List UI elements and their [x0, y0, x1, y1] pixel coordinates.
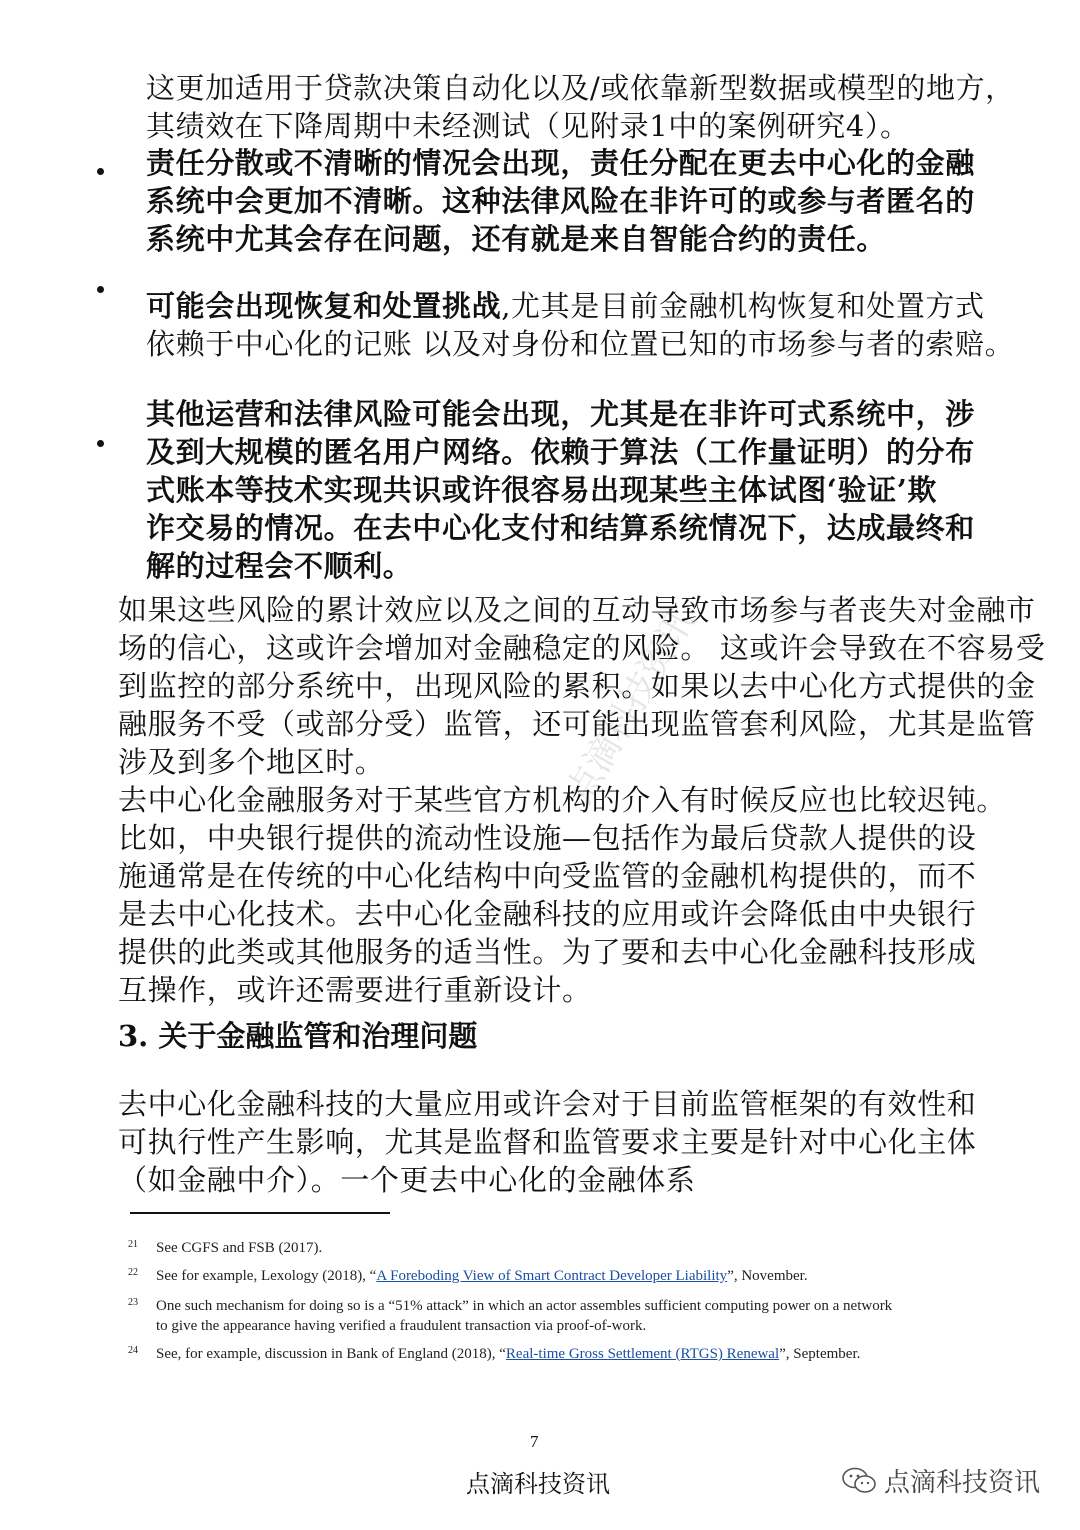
footnote-24 [128, 1344, 861, 1364]
footnote-text-line-1: One such mechanism for doing so is a “51% attack” in which an actor assembles sufficient computing power on a network [156, 1298, 893, 1314]
footnote-separator [130, 1212, 390, 1214]
page-number: 7 [530, 1432, 539, 1451]
bullet-dot-3 [97, 440, 104, 447]
para2-line-4: 是去中心化技术。去中心化金融科技的应用或许会降低由中央银行 [118, 897, 977, 931]
para3-line-3: （如金融中介）。一个更去中心化的金融体系 [118, 1163, 696, 1197]
para2-line-5: 提供的此类或其他服务的适当性。为了要和去中心化金融科技形成 [118, 935, 977, 969]
bullet2-line-2: 依赖于中心化的记账 以及对身份和位置已知的市场参与者的索赔。 [146, 327, 1015, 361]
para2-line-1: 去中心化金融服务对于某些官方机构的介入有时候反应也比较迟钝。 [118, 783, 1007, 817]
bullet1-line-3: 系统中尤其会存在问题，还有就是来自智能合约的责任。 [146, 222, 887, 256]
bullet1-line-2: 系统中会更加不清晰。这种法律风险在非许可的或参与者匿名的 [146, 184, 975, 218]
footnote-text: See CGFS and FSB (2017). [156, 1240, 323, 1256]
para1-line-2: 场的信心，这或许会增加对金融稳定的风险。 这或许会导致在不容易受 [118, 631, 1046, 665]
footer-text: 点滴科技资讯 [466, 1470, 610, 1498]
bullet3-line-2: 及到大规模的匿名用户网络。依赖于算法（工作量证明）的分布 [146, 435, 975, 469]
para2-line-6: 互操作，或许还需要进行重新设计。 [118, 973, 592, 1007]
watermark-text: 点滴科技资讯 [883, 1468, 1040, 1498]
footnote-number: 22 [128, 1267, 138, 1278]
footnote-text-pre: See for example, Lexology (2018), “ [156, 1268, 377, 1284]
para3-line-2: 可执行性产生影响，尤其是监督和监管要求主要是针对中心化主体 [118, 1125, 977, 1159]
footnote-link-boe[interactable]: Real-time Gross Settlement (RTGS) Renewal [505, 1346, 780, 1362]
footnote-21 [128, 1238, 323, 1258]
para1-line-3: 到监控的部分系统中，出现风险的累积。如果以去中心化方式提供的金 [118, 669, 1036, 703]
footnote-text-line-2: to give the appearance having verified a fraudulent transaction via proof-of-work. [156, 1318, 647, 1334]
wechat-watermark [842, 1462, 1040, 1499]
para1-line-5: 涉及到多个地区时。 [118, 745, 385, 779]
para2-line-2: 比如，中央银行提供的流动性设施—包括作为最后贷款人提供的设 [118, 821, 977, 855]
faint-stamp-watermark: 点滴科技资讯 [558, 603, 703, 811]
footnote-number: 24 [128, 1345, 138, 1356]
intro-line-1: 这更加适用于贷款决策自动化以及/或依靠新型数据或模型的地方， [146, 71, 1015, 105]
footnote-text-post: ”, September. [779, 1346, 861, 1362]
para1-line-1: 如果这些风险的累计效应以及之间的互动导致市场参与者丧失对金融市 [118, 593, 1036, 627]
bullet3-line-5: 解的过程会不顺利。 [146, 549, 413, 583]
bullet3-line-4: 诈交易的情况。在去中心化支付和结算系统情况下，达成最终和 [146, 511, 975, 545]
footnote-number: 23 [128, 1297, 138, 1308]
footnote-text-pre: See, for example, discussion in Bank of England (2018), “ [156, 1346, 506, 1362]
bullet3-line-3: 式账本等技术实现共识或许很容易出现某些主体试图‘验证’欺 [146, 473, 937, 507]
bullet2-line-1 [146, 286, 985, 326]
footnote-link-lexology[interactable]: A Foreboding View of Smart Contract Developer Liability [376, 1268, 728, 1284]
para1-line-4: 融服务不受（或部分受）监管，还可能出现监管套利风险，尤其是监管 [118, 707, 1036, 741]
footnote-number: 21 [128, 1239, 138, 1250]
bullet1-line-1: 责任分散或不清晰的情况会出现，责任分配在更去中心化的金融 [146, 146, 975, 180]
bullet2-bold-lead: 可能会出现恢复和处置挑战 [146, 289, 502, 323]
bullet3-line-1: 其他运营和法律风险可能会出现，尤其是在非许可式系统中，涉 [146, 397, 975, 431]
bullet-dot-1 [97, 168, 104, 175]
footnote-23 [128, 1296, 893, 1336]
bullet2-rest: ,尤其是目前金融机构恢复和处置方式 [501, 289, 985, 323]
bullet-dot-2 [97, 286, 104, 293]
para3-line-1: 去中心化金融科技的大量应用或许会对于目前监管框架的有效性和 [118, 1087, 977, 1121]
section-heading: 3. 关于金融监管和治理问题 [118, 1019, 478, 1053]
footnote-text-post: ”, November. [727, 1268, 808, 1284]
intro-line-2: 其绩效在下降周期中未经测试（见附录1中的案例研究4）。 [146, 109, 910, 143]
wechat-icon [842, 1467, 876, 1495]
footnote-22 [128, 1266, 808, 1286]
para2-line-3: 施通常是在传统的中心化结构中向受监管的金融机构提供的，而不 [118, 859, 977, 893]
